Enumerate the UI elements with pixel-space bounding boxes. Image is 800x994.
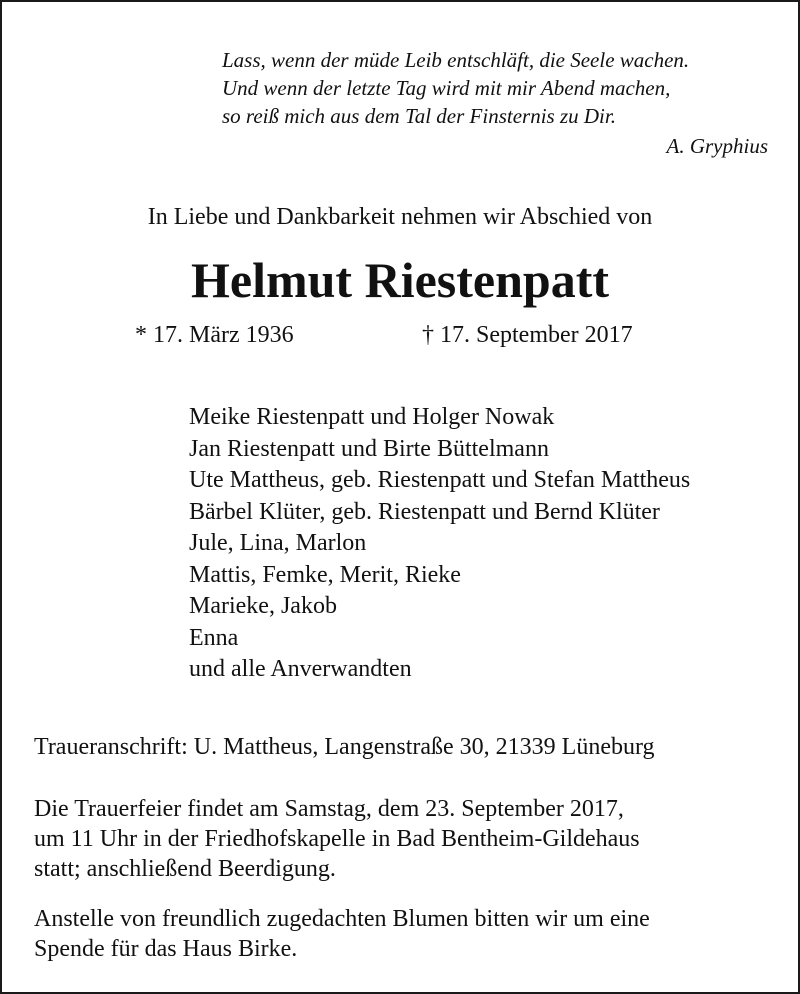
mourner-line: Jule, Lina, Marlon	[189, 530, 367, 556]
mourner-line: Jan Riestenpatt und Birte Büttelmann	[189, 435, 549, 462]
mourner-line: Bärbel Klüter, geb. Riestenpatt und Bernd Klüter	[189, 498, 660, 525]
mourner-line: Meike Riestenpatt und Holger Nowak	[189, 404, 555, 430]
poem-quote	[222, 46, 689, 130]
service-line: Die Trauerfeier findet am Samstag, dem 23. September 2017,	[34, 796, 624, 822]
intro-text: In Liebe und Dankbarkeit nehmen wir Abschied von	[147, 204, 653, 230]
mourner-line: Marieke, Jakob	[189, 593, 337, 619]
donation-line: Anstelle von freundlich zugedachten Blumen bitten wir um eine	[34, 906, 650, 932]
mourner-line: Ute Mattheus, geb. Riestenpatt und Stefan Mattheus	[189, 467, 691, 493]
poem-line: so reiß mich aus dem Tal der Finsternis zu Dir.	[222, 104, 616, 128]
mourners-list	[189, 402, 690, 686]
poem-line: Und wenn der letzte Tag wird mit mir Abend machen,	[222, 76, 671, 100]
mourner-line: und alle Anverwandten	[189, 656, 412, 682]
death-date: † 17. September 2017	[422, 322, 633, 348]
service-line: um 11 Uhr in der Friedhofskapelle in Bad Bentheim-Gildehaus	[34, 826, 640, 852]
mourning-address: Traueranschrift: U. Mattheus, Langenstraße 30, 21339 Lüneburg	[34, 734, 655, 760]
mourner-line: Enna	[189, 624, 239, 651]
birth-date: * 17. März 1936	[135, 322, 294, 348]
funeral-service-info	[34, 794, 640, 884]
poem-line: Lass, wenn der müde Leib entschläft, die Seele wachen.	[222, 48, 690, 72]
donation-line: Spende für das Haus Birke.	[34, 936, 298, 962]
mourner-line: Mattis, Femke, Merit, Rieke	[189, 561, 461, 588]
poem-author: A. Gryphius	[666, 134, 768, 158]
deceased-name: Helmut Riestenpatt	[191, 252, 609, 308]
donation-request	[34, 904, 650, 964]
service-line: statt; anschließend Beerdigung.	[34, 856, 336, 882]
